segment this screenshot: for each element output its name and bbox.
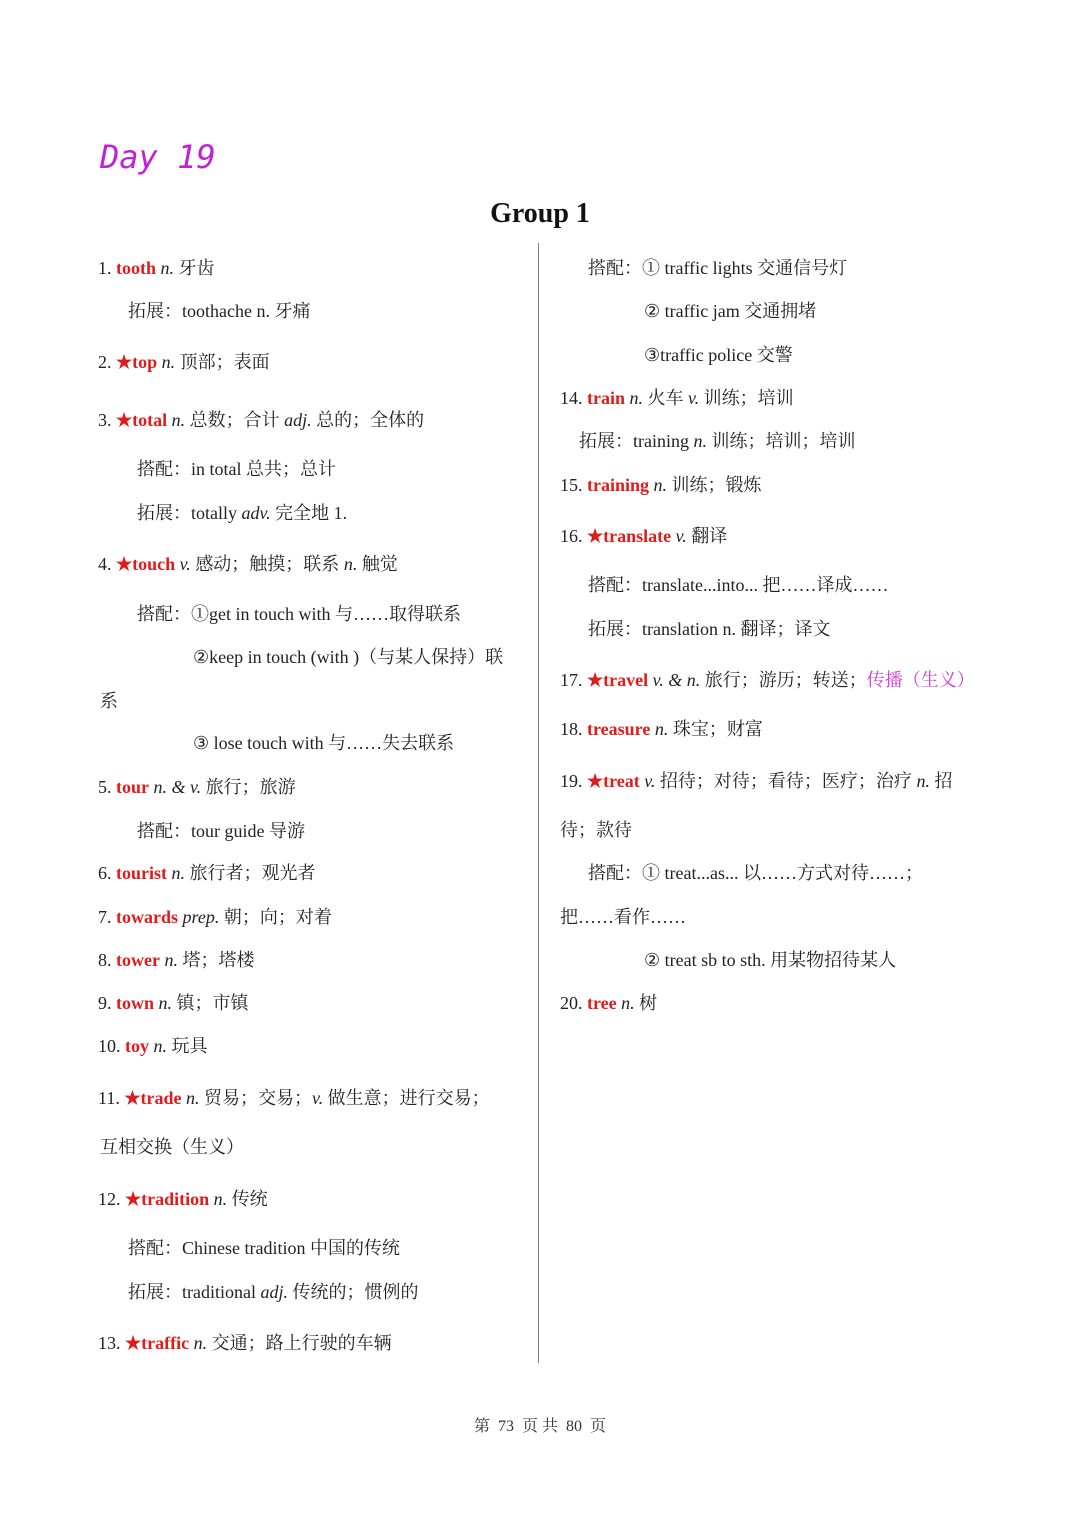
day-title: Day 19 xyxy=(100,138,216,176)
right-line xyxy=(560,905,686,929)
right-line xyxy=(560,818,632,842)
part-of-speech: n. xyxy=(616,993,635,1013)
vocab-word: tree xyxy=(587,993,617,1013)
entry-text: 1. xyxy=(98,258,116,278)
entry-text: 翻译 xyxy=(686,526,728,546)
entry-text: 2. xyxy=(98,352,116,372)
left-line xyxy=(137,501,347,525)
entry-text: 17. xyxy=(560,670,587,690)
left-line xyxy=(98,991,249,1015)
left-line xyxy=(98,1086,490,1110)
right-line xyxy=(588,617,830,641)
entry-text: 7. xyxy=(98,907,116,927)
vocab-word: ★traffic xyxy=(125,1333,190,1353)
entry-text: 11. xyxy=(98,1088,125,1108)
right-line xyxy=(644,948,896,972)
entry-text: 朝；向；对着 xyxy=(219,907,332,927)
entry-text: 13. xyxy=(98,1333,125,1353)
entry-text: 搭配：Chinese tradition 中国的传统 xyxy=(128,1238,400,1258)
part-of-speech: adj. xyxy=(260,1282,288,1302)
part-of-speech: n. xyxy=(167,863,185,883)
left-line xyxy=(98,905,332,929)
part-of-speech: v. xyxy=(688,388,700,408)
entry-text: 训练；培训 xyxy=(699,388,794,408)
entry-text: 搭配：①get in touch with 与……取得联系 xyxy=(137,604,461,624)
part-of-speech: adv. xyxy=(241,503,271,523)
vocab-word: tourist xyxy=(116,863,167,883)
entry-text: 总的；全体的 xyxy=(311,410,425,430)
entry-text: 待；款待 xyxy=(560,820,632,840)
left-line xyxy=(137,457,336,481)
entry-text: 搭配：tour guide 导游 xyxy=(137,821,305,841)
part-of-speech: v. xyxy=(639,771,656,791)
entry-text: 塔；塔楼 xyxy=(177,950,255,970)
entry-text: 镇；市镇 xyxy=(172,993,249,1013)
entry-text: 交通；路上行驶的车辆 xyxy=(207,1333,392,1353)
part-of-speech: n. xyxy=(167,410,186,430)
entry-text: 3. xyxy=(98,410,116,430)
part-of-speech: n. xyxy=(625,388,643,408)
entry-text: 招 xyxy=(929,771,953,791)
vocab-word: ★trade xyxy=(124,1088,182,1108)
right-line xyxy=(644,343,793,367)
vocab-word: ★treat xyxy=(587,771,640,791)
entry-text: 拓展：training xyxy=(579,431,694,451)
part-of-speech: n. xyxy=(156,258,174,278)
entry-text: 19. xyxy=(560,771,587,791)
entry-text: 传统的；惯例的 xyxy=(288,1282,419,1302)
part-of-speech: n. xyxy=(209,1189,228,1209)
vocab-word: toy xyxy=(125,1036,149,1056)
vocab-word: tooth xyxy=(116,258,156,278)
left-line xyxy=(128,1236,400,1260)
part-of-speech: n. xyxy=(916,771,930,791)
vocab-word: train xyxy=(587,388,625,408)
footer-middle: 页 共 xyxy=(521,1418,558,1435)
left-line xyxy=(100,1135,244,1159)
right-line xyxy=(588,256,847,280)
left-line xyxy=(98,1187,268,1211)
vocab-word: towards xyxy=(116,907,178,927)
vocab-word: ★tradition xyxy=(125,1189,210,1209)
part-of-speech: n. xyxy=(649,475,668,495)
entry-text: 16. xyxy=(560,526,587,546)
total-pages: 80 xyxy=(566,1418,582,1435)
entry-text: 火车 xyxy=(643,388,688,408)
vocab-word: ★travel xyxy=(587,670,649,690)
left-line xyxy=(98,350,270,374)
part-of-speech: prep. xyxy=(178,907,220,927)
left-line xyxy=(128,299,310,323)
vocab-word: town xyxy=(116,993,155,1013)
right-line xyxy=(579,429,856,453)
part-of-speech: v. xyxy=(175,554,191,574)
entry-text: 6. xyxy=(98,863,116,883)
part-of-speech: n. xyxy=(149,1036,167,1056)
entry-text: 玩具 xyxy=(167,1036,208,1056)
entry-text: ②keep in touch (with )（与某人保持）联 xyxy=(193,647,504,667)
entry-text: 树 xyxy=(634,993,658,1013)
part-of-speech: v. & n. xyxy=(648,670,701,690)
entry-text: 贸易；交易； xyxy=(199,1088,312,1108)
entry-text: 训练；锻炼 xyxy=(667,475,762,495)
entry-text: 触觉 xyxy=(357,554,398,574)
entry-text: 旅行者；观光者 xyxy=(185,863,316,883)
column-divider xyxy=(538,243,539,1363)
part-of-speech: n. xyxy=(189,1333,208,1353)
left-line xyxy=(98,1034,208,1058)
entry-text: 珠宝；财富 xyxy=(668,719,763,739)
vocab-word: ★touch xyxy=(116,554,176,574)
part-of-speech: adj. xyxy=(284,410,312,430)
left-line xyxy=(128,1280,419,1304)
left-line xyxy=(98,552,398,576)
entry-text: 搭配：in total 总共；总计 xyxy=(137,459,336,479)
right-line xyxy=(560,668,975,692)
right-line xyxy=(560,991,657,1015)
entry-text: 搭配：① treat...as... 以……方式对待……； xyxy=(588,863,923,883)
right-line xyxy=(588,573,888,597)
right-line xyxy=(560,473,762,497)
left-line xyxy=(193,731,454,755)
entry-text: ② traffic jam 交通拥堵 xyxy=(644,301,817,321)
part-of-speech: n. xyxy=(650,719,669,739)
part-of-speech: v. xyxy=(311,1088,324,1108)
part-of-speech: n. xyxy=(343,554,358,574)
entry-text: ③traffic police 交警 xyxy=(644,345,793,365)
left-line xyxy=(98,256,215,280)
entry-text: 旅行；旅游 xyxy=(201,777,296,797)
left-line xyxy=(98,1331,392,1355)
entry-text: 拓展：translation n. 翻译；译文 xyxy=(588,619,831,639)
part-of-speech: n. xyxy=(181,1088,200,1108)
entry-text: 5. xyxy=(98,777,116,797)
current-page: 73 xyxy=(497,1418,514,1435)
entry-text: 传统 xyxy=(227,1189,268,1209)
right-line xyxy=(560,386,794,410)
entry-text: 拓展：traditional xyxy=(128,1282,261,1302)
entry-text: 14. xyxy=(560,388,587,408)
left-line xyxy=(98,775,296,799)
entry-text: 10. xyxy=(98,1036,125,1056)
entry-text: 招待；对待；看待；医疗；治疗 xyxy=(655,771,917,791)
entry-text: 12. xyxy=(98,1189,125,1209)
left-line xyxy=(98,948,254,972)
entry-text: 传播（生义） xyxy=(866,670,975,690)
entry-text: 完全地 1. xyxy=(270,503,348,523)
vocab-word: treasure xyxy=(587,719,651,739)
entry-text: 训练；培训；培训 xyxy=(707,431,856,451)
vocab-word: ★total xyxy=(116,410,168,430)
footer-suffix: 页 xyxy=(590,1418,607,1435)
entry-text: ② treat sb to sth. 用某物招待某人 xyxy=(644,950,897,970)
entry-text: 感动；触摸；联系 xyxy=(190,554,344,574)
left-line xyxy=(137,602,461,626)
part-of-speech: n. xyxy=(159,950,178,970)
entry-text: 做生意；进行交易； xyxy=(323,1088,490,1108)
footer-prefix: 第 xyxy=(473,1418,490,1435)
entry-text: 总数；合计 xyxy=(185,410,285,430)
right-line xyxy=(644,299,816,323)
left-line xyxy=(193,645,503,669)
left-line xyxy=(98,861,316,885)
part-of-speech: n. & v. xyxy=(149,777,202,797)
vocab-word: tower xyxy=(116,950,160,970)
entry-text: 顶部；表面 xyxy=(175,352,270,372)
entry-text: 牙齿 xyxy=(174,258,215,278)
entry-text: ③ lose touch with 与……失去联系 xyxy=(193,733,455,753)
entry-text: 20. xyxy=(560,993,587,1013)
entry-text: 搭配：translate...into... 把……译成…… xyxy=(588,575,889,595)
entry-text: 15. xyxy=(560,475,587,495)
vocab-word: ★top xyxy=(116,352,158,372)
vocab-word: ★translate xyxy=(587,526,672,546)
entry-text: 系 xyxy=(100,691,118,711)
part-of-speech: n. xyxy=(157,352,176,372)
entry-text: 18. xyxy=(560,719,587,739)
entry-text: 9. xyxy=(98,993,116,1013)
right-line xyxy=(588,861,923,885)
entry-text: 旅行；游历；转送； xyxy=(700,670,867,690)
part-of-speech: n. xyxy=(693,431,707,451)
entry-text: 拓展：totally xyxy=(137,503,242,523)
entry-text: 把……看作…… xyxy=(560,907,686,927)
left-line xyxy=(98,408,424,432)
part-of-speech: v. xyxy=(671,526,687,546)
entry-text: 搭配：① traffic lights 交通信号灯 xyxy=(588,258,848,278)
left-line xyxy=(100,689,118,713)
entry-text: 互相交换（生义） xyxy=(100,1137,244,1157)
right-line xyxy=(560,717,763,741)
vocab-word: tour xyxy=(116,777,149,797)
group-title: Group 1 xyxy=(490,198,590,229)
page-footer xyxy=(0,1413,1080,1436)
right-line xyxy=(560,769,952,793)
right-line xyxy=(560,524,727,548)
entry-text: 8. xyxy=(98,950,116,970)
entry-text: 拓展：toothache n. 牙痛 xyxy=(128,301,311,321)
left-line xyxy=(137,819,305,843)
vocab-word: training xyxy=(587,475,650,495)
part-of-speech: n. xyxy=(154,993,173,1013)
entry-text: 4. xyxy=(98,554,116,574)
